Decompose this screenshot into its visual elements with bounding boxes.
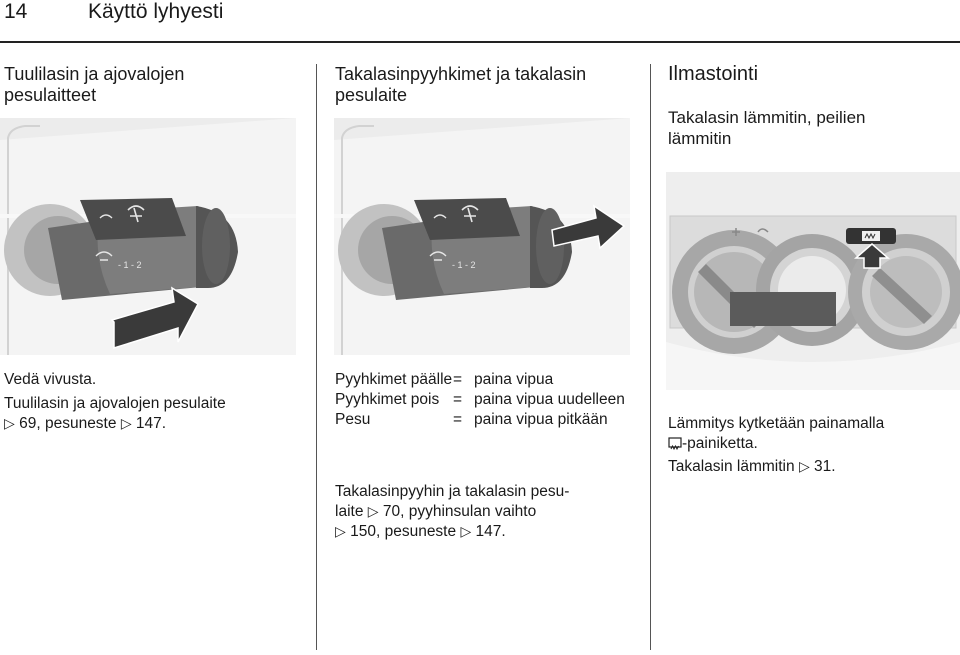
washer-lever-figure bbox=[0, 118, 296, 355]
header-rule bbox=[0, 41, 960, 43]
climate-panel-figure bbox=[666, 172, 960, 390]
rear-wiper-lever-figure bbox=[334, 118, 630, 355]
section-heading-climate: Ilmastointi bbox=[668, 63, 759, 85]
rear-window-heater-icon bbox=[668, 437, 682, 457]
section-heading-rear-wipers: Takalasinpyyhkimet ja takalasin pesulaite bbox=[335, 64, 587, 105]
subsection-heading-rear-heater: Takalasin lämmitin, peilien lämmitin bbox=[668, 108, 866, 148]
table-row: Pesu = paina vipua pitkään bbox=[335, 411, 608, 428]
xref-triangle-icon: ▷ bbox=[460, 524, 472, 540]
xref-triangle-icon: ▷ bbox=[4, 416, 15, 432]
xref-triangle-icon: ▷ bbox=[335, 524, 346, 540]
column-divider-2 bbox=[650, 64, 651, 650]
xref-triangle-icon: ▷ bbox=[367, 504, 379, 520]
xref-triangle-icon: ▷ bbox=[798, 459, 810, 475]
xref-triangle-icon: ▷ bbox=[120, 416, 132, 432]
svg-text:- 1 - 2: - 1 - 2 bbox=[118, 260, 142, 270]
table-row: Pyyhkimet pois = paina vipua uudelleen bbox=[335, 391, 625, 408]
running-title: Käyttö lyhyesti bbox=[88, 0, 224, 23]
rear-wiper-reference-text: Takalasinpyyhin ja takalasin pesu- laite ▷ 70, pyyhinsulan vaihto ▷ 150, pesuneste ▷ 147. bbox=[335, 483, 570, 540]
rear-heater-instruction-text: Lämmitys kytketään painamalla -painiketta. Takalasin lämmitin ▷ 31. bbox=[668, 415, 885, 475]
washer-instruction-text: Vedä vivusta. Tuulilasin ja ajovalojen pesulaite ▷ 69, pesuneste ▷ 147. bbox=[4, 371, 226, 432]
page-number: 14 bbox=[4, 0, 28, 23]
section-heading-washers: Tuulilasin ja ajovalojen pesulaitteet bbox=[4, 64, 185, 105]
wiper-function-table bbox=[335, 370, 644, 430]
table-row: Pyyhkimet päälle = paina vipua bbox=[335, 371, 554, 388]
svg-text:- 1 - 2: - 1 - 2 bbox=[452, 260, 476, 270]
column-divider-1 bbox=[316, 64, 317, 650]
